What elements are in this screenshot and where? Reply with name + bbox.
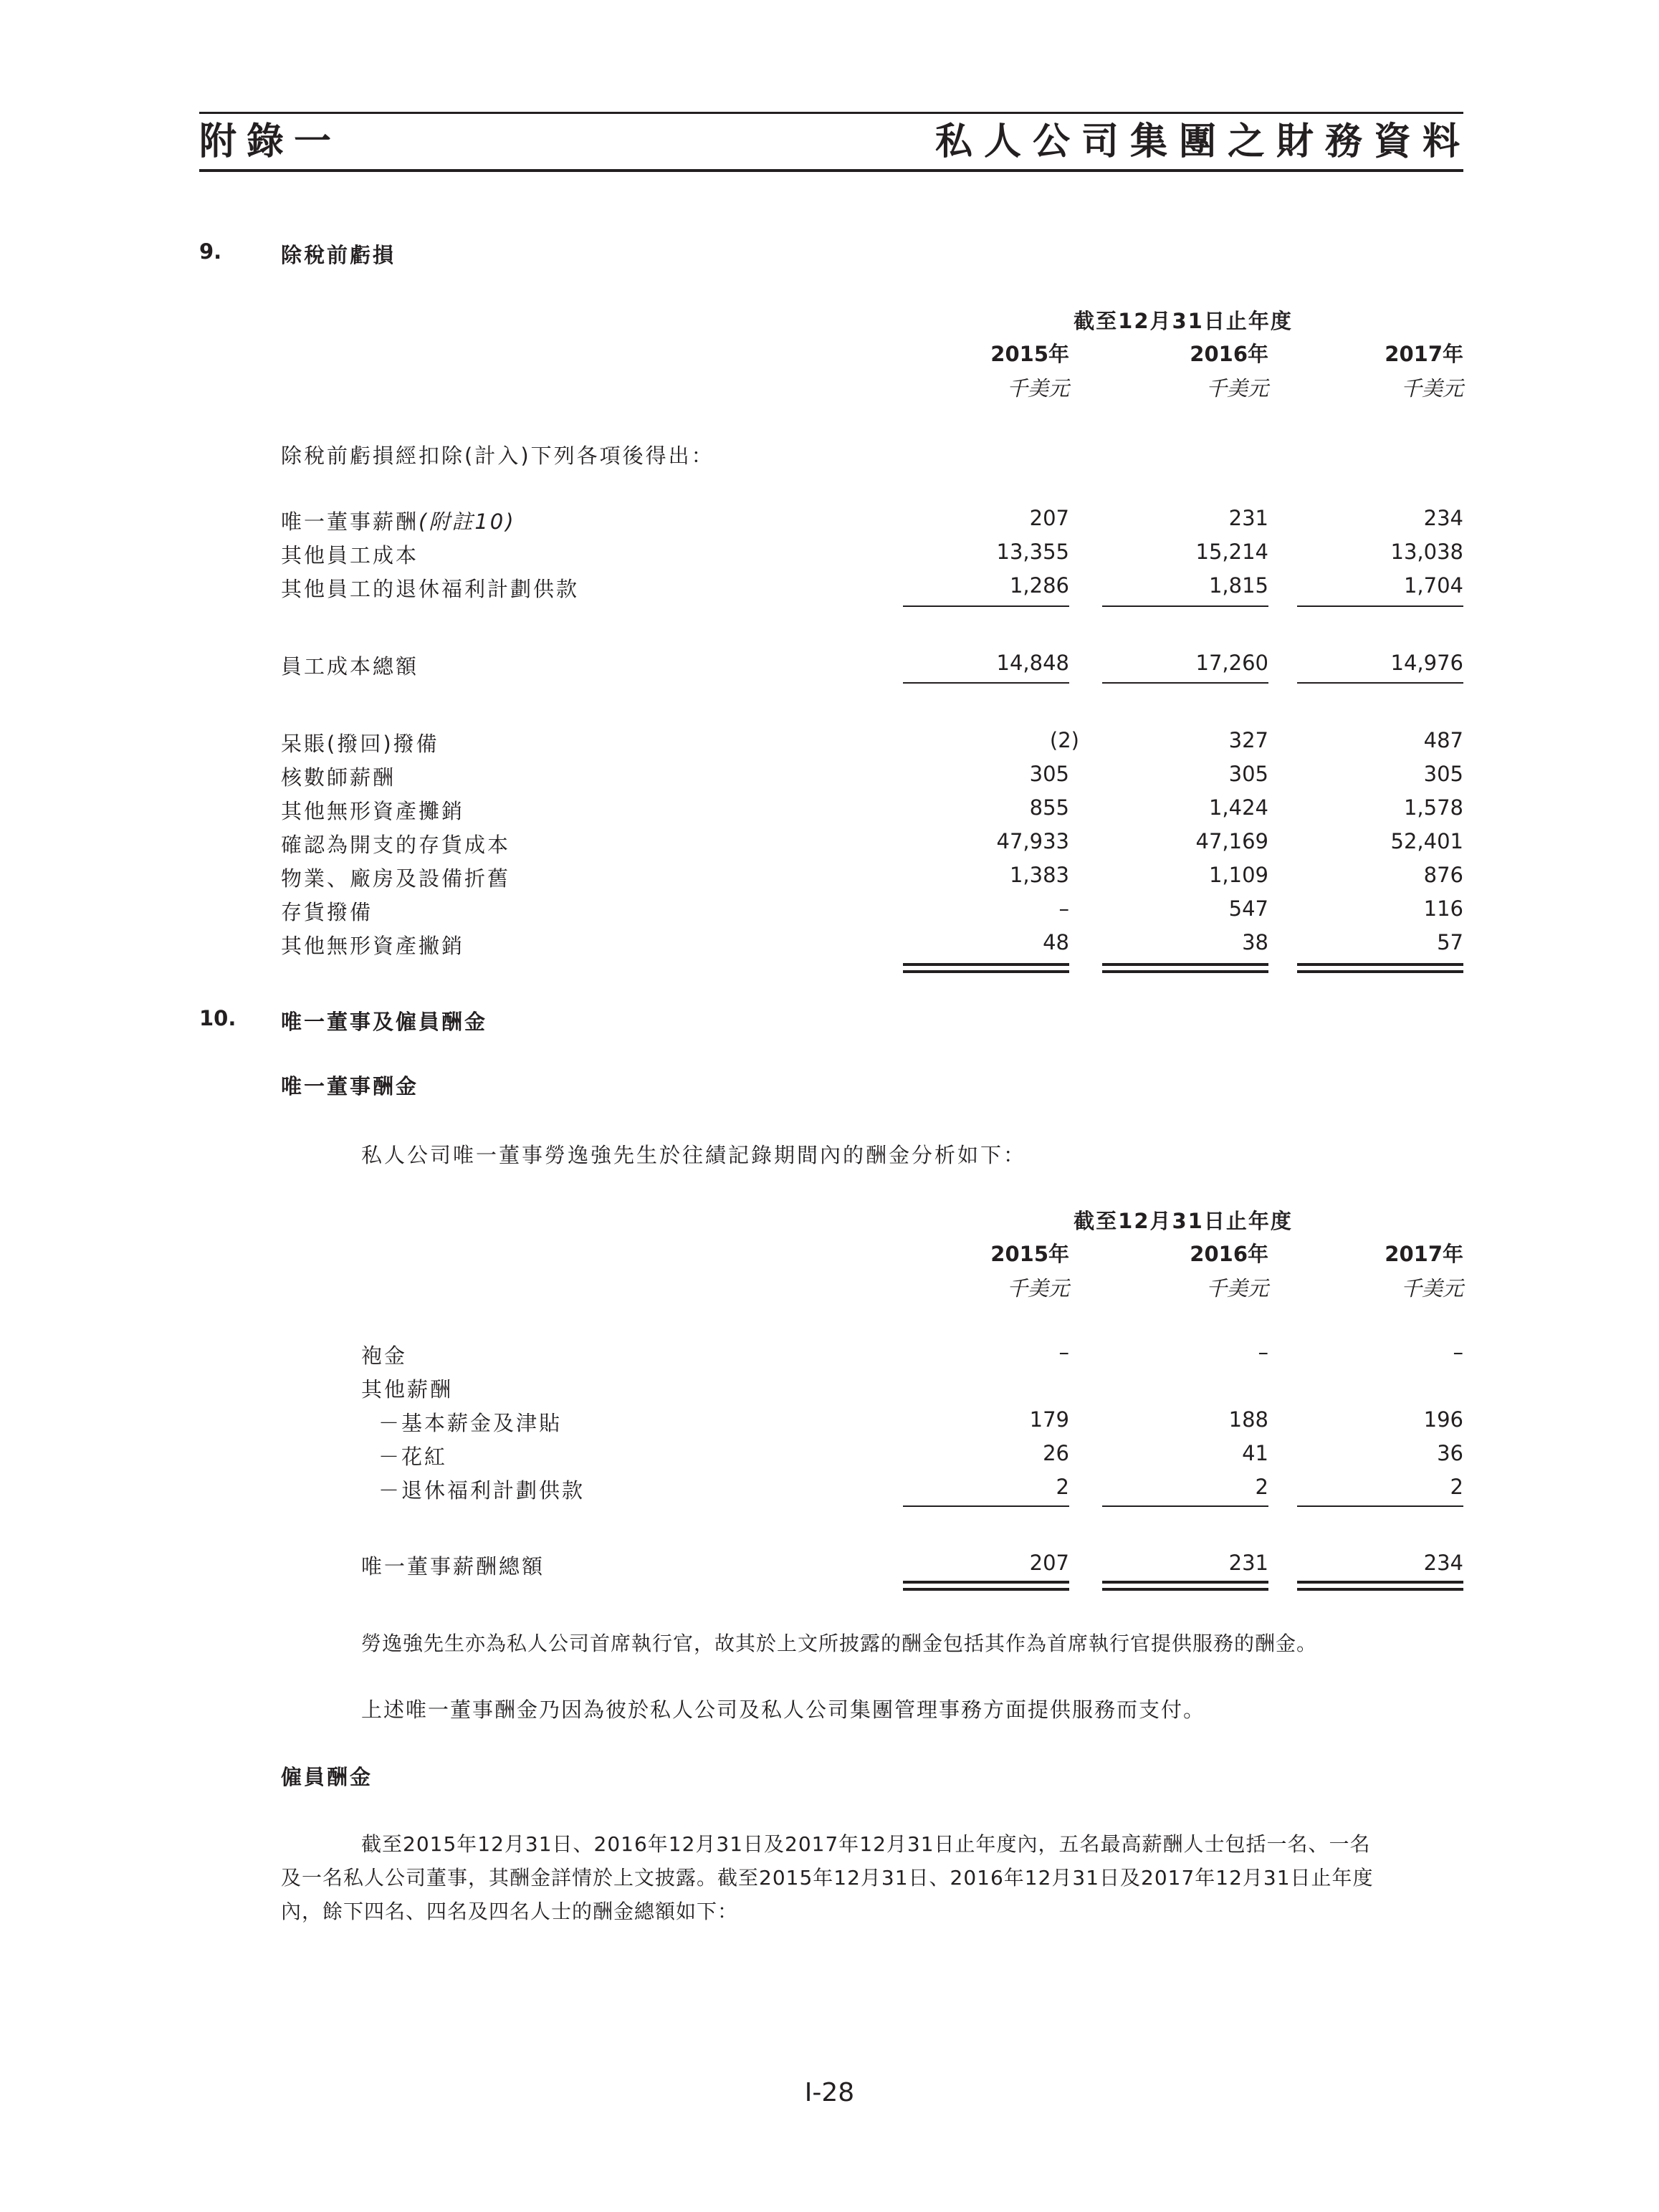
s10-year-2017: 2017年 — [1385, 1242, 1463, 1266]
s10-row-value: 2 — [1056, 1475, 1069, 1499]
s10-row-label: －退休福利計劃供款 — [378, 1478, 585, 1503]
s10-period-header: 截至12月31日止年度 — [1074, 1209, 1293, 1233]
s10-row-value: 2 — [1255, 1475, 1268, 1499]
double-rule — [1102, 1588, 1268, 1591]
s9-year-2017: 2017年 — [1385, 342, 1463, 366]
double-rule — [1297, 963, 1463, 966]
s10-row-value: 196 — [1423, 1407, 1463, 1432]
s9-year-2016: 2016年 — [1190, 342, 1268, 366]
s9-unit-2016: 千美元 — [1205, 376, 1268, 401]
s9-unit-2015: 千美元 — [1006, 376, 1069, 401]
subtotal-rule — [1102, 605, 1268, 607]
section-10-number: 10. — [199, 1006, 236, 1030]
s9-unit-2017: 千美元 — [1400, 376, 1463, 401]
s9-row-label: 核數師薪酬 — [281, 765, 396, 790]
s9-row-value: 305 — [1029, 762, 1069, 786]
s10-row-value: – — [1258, 1340, 1268, 1364]
s10-total-value: 234 — [1423, 1551, 1463, 1575]
s9-row-value: 47,933 — [996, 829, 1069, 853]
s9-row-value: 57 — [1437, 930, 1463, 954]
s10-row-label: －花紅 — [378, 1445, 448, 1469]
s9-row-value: 13,355 — [996, 540, 1069, 564]
s9-total-value: 14,848 — [996, 651, 1069, 675]
double-rule — [1102, 970, 1268, 973]
s10-row-value: 179 — [1029, 1407, 1069, 1432]
double-rule — [1297, 970, 1463, 973]
s9-row-value: 48 — [1043, 930, 1069, 954]
s10-year-2016: 2016年 — [1190, 1242, 1268, 1266]
s10-row-value: – — [1453, 1340, 1463, 1364]
header-title: 私人公司集團之財務資料 — [934, 120, 1471, 163]
s9-total-value: 17,260 — [1195, 651, 1268, 675]
employee-paragraph-line: 截至2015年12月31日、2016年12月31日及2017年12月31日止年度內，五名最高薪酬人士包括一名、一名 — [361, 1832, 1371, 1856]
page-number: I-28 — [804, 2078, 855, 2107]
s9-row-value: 1,286 — [1009, 573, 1069, 598]
section-9-number: 9. — [199, 239, 222, 264]
s9-row-value: 1,815 — [1208, 573, 1268, 598]
double-rule — [903, 970, 1069, 973]
double-rule — [1297, 1581, 1463, 1584]
double-rule — [903, 1588, 1069, 1591]
s10-total-label: 唯一董事薪酬總額 — [361, 1554, 545, 1579]
double-rule — [903, 1581, 1069, 1584]
s9-row-value: 1,704 — [1403, 573, 1463, 598]
s9-row-value: 855 — [1029, 795, 1069, 820]
s9-row-value: – — [1058, 896, 1069, 921]
s9-row-note: (附註10) — [419, 509, 516, 534]
sub-heading-director: 唯一董事酬金 — [281, 1074, 419, 1098]
s9-year-2015: 2015年 — [990, 342, 1069, 366]
s9-row-label: 其他員工的退休福利計劃供款 — [281, 577, 580, 601]
s10-row-label: 袍金 — [361, 1344, 408, 1368]
s9-row-value: 487 — [1423, 728, 1463, 752]
s9-row-label: 唯一董事薪酬(附註10) — [281, 509, 516, 534]
s9-row-value: 47,169 — [1195, 829, 1268, 853]
s9-row-value: 116 — [1423, 896, 1463, 921]
s9-row-value: 13,038 — [1390, 540, 1463, 564]
s9-row-value: 1,383 — [1009, 863, 1069, 887]
double-rule — [903, 963, 1069, 966]
subtotal-rule — [1102, 1505, 1268, 1507]
s9-row-value: 234 — [1423, 506, 1463, 530]
s9-period-header: 截至12月31日止年度 — [1074, 309, 1293, 333]
s10-row-value: – — [1058, 1340, 1069, 1364]
s10-intro: 私人公司唯一董事勞逸強先生於往績記錄期間內的酬金分析如下： — [361, 1143, 1027, 1167]
s9-row-value: 327 — [1228, 728, 1268, 752]
section-9-title: 除稅前虧損 — [281, 243, 396, 267]
s10-row-value: 2 — [1450, 1475, 1463, 1499]
s9-row-value: 231 — [1228, 506, 1268, 530]
s9-row-value: 305 — [1228, 762, 1268, 786]
subtotal-rule — [903, 605, 1069, 607]
sub-heading-employee: 僱員酬金 — [281, 1765, 373, 1789]
s10-total-value: 207 — [1029, 1551, 1069, 1575]
s9-row-label: 其他員工成本 — [281, 543, 419, 568]
s9-row-value: 547 — [1228, 896, 1268, 921]
s9-row-value: 1,109 — [1208, 863, 1268, 887]
appendix-label: 附錄一 — [199, 120, 342, 163]
s10-row-value: 188 — [1228, 1407, 1268, 1432]
double-rule — [1102, 1581, 1268, 1584]
employee-paragraph-line: 內，餘下四名、四名及四名人士的酬金總額如下： — [281, 1900, 739, 1923]
total-rule — [903, 682, 1069, 684]
s9-row-value: 1,578 — [1403, 795, 1463, 820]
s10-unit-2015: 千美元 — [1006, 1276, 1069, 1301]
s9-row-label: 物業、廠房及設備折舊 — [281, 866, 511, 891]
s9-row-value: 876 — [1423, 863, 1463, 887]
s9-row-value: 15,214 — [1195, 540, 1268, 564]
s9-intro: 除稅前虧損經扣除(計入)下列各項後得出： — [281, 444, 714, 468]
s9-row-label: 呆賬(撥回)撥備 — [281, 732, 439, 756]
total-rule — [1102, 682, 1268, 684]
s10-note-ceo: 勞逸強先生亦為私人公司首席執行官，故其於上文所披露的酬金包括其作為首席執行官提供服務的酬金。 — [361, 1632, 1318, 1655]
s9-total-value: 14,976 — [1390, 651, 1463, 675]
subtotal-rule — [1297, 1505, 1463, 1507]
s10-row-label: －基本薪金及津貼 — [378, 1411, 563, 1435]
s9-row-value: 52,401 — [1390, 829, 1463, 853]
double-rule — [1102, 963, 1268, 966]
s9-row-value: (2) — [1049, 728, 1079, 752]
subtotal-rule — [903, 1505, 1069, 1507]
section-10-title: 唯一董事及僱員酬金 — [281, 1010, 488, 1034]
employee-paragraph-line: 及一名私人公司董事，其酬金詳情於上文披露。截至2015年12月31日、2016年12月31日及2017年12月31日止年度 — [281, 1866, 1374, 1890]
header-top-rule — [199, 112, 1463, 114]
s10-row-label: 其他薪酬 — [361, 1377, 454, 1402]
total-rule — [1297, 682, 1463, 684]
s10-row-value: 26 — [1043, 1441, 1069, 1465]
s9-row-label: 其他無形資產撇銷 — [281, 934, 465, 958]
s9-row-label: 存貨撥備 — [281, 900, 373, 924]
s10-row-value: 41 — [1242, 1441, 1268, 1465]
s9-row-value: 305 — [1423, 762, 1463, 786]
s10-unit-2016: 千美元 — [1205, 1276, 1268, 1301]
s9-total-label: 員工成本總額 — [281, 654, 419, 679]
s10-unit-2017: 千美元 — [1400, 1276, 1463, 1301]
s10-year-2015: 2015年 — [990, 1242, 1069, 1266]
header-bottom-rule — [199, 169, 1463, 172]
s10-row-value: 36 — [1437, 1441, 1463, 1465]
subtotal-rule — [1297, 605, 1463, 607]
double-rule — [1297, 1588, 1463, 1591]
s9-row-label: 其他無形資產攤銷 — [281, 799, 465, 823]
s10-total-value: 231 — [1228, 1551, 1268, 1575]
s9-row-label: 確認為開支的存貨成本 — [281, 833, 511, 857]
s10-note-services: 上述唯一董事酬金乃因為彼於私人公司及私人公司集團管理事務方面提供服務而支付。 — [361, 1698, 1206, 1722]
s9-row-value: 38 — [1242, 930, 1268, 954]
s9-row-value: 1,424 — [1208, 795, 1268, 820]
s9-row-value: 207 — [1029, 506, 1069, 530]
